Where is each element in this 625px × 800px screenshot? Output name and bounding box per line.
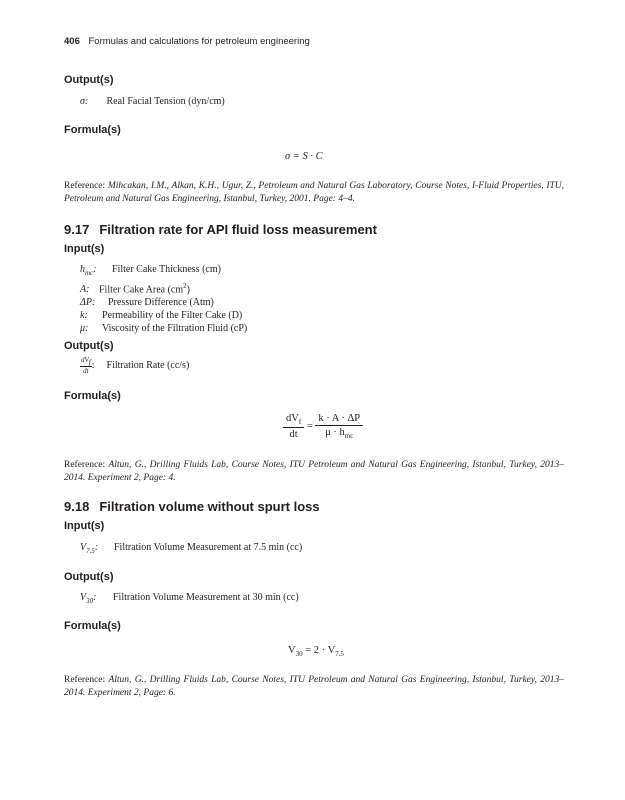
running-title: Formulas and calculations for petroleum engineering [88, 36, 310, 47]
output-row [80, 95, 225, 108]
reference-text: Mihcakan, I.M., Alkan, K.H., Ugur, Z., Petroleum and Natural Gas Laboratory, Course Notes, I-Fluid Properties, ITU, Petroleum and Natural Gas Engineering, Istanbul, Turkey, 2001. Page: 4–4. [64, 181, 565, 204]
reference-label: Reference: [64, 675, 106, 685]
running-header [64, 36, 310, 47]
formula-heading: Formula(s) [64, 390, 121, 402]
section-title: Filtration volume without spurt loss [99, 499, 320, 514]
output-description: Filtration Rate (cc/s) [106, 360, 190, 371]
input-heading: Input(s) [64, 520, 105, 532]
reference-text: Altun, G., Drilling Fluids Lab, Course Notes, ITU Petroleum and Natural Gas Engineering, Istanbul, Turkey, 2013–2014. Experiment 2, Page: 6. [64, 675, 565, 698]
reference-label: Reference: [64, 181, 106, 191]
output-fraction: $dV_f$ dt [81, 356, 91, 376]
reference-label: Reference: [64, 460, 106, 470]
formula-lhs: $\frac{dV_f}{dt}$ [283, 413, 304, 440]
reference [64, 459, 564, 485]
input-row: $h_{mc}$: Filter Cake Thickness (cm) [80, 264, 221, 277]
section-number: 9.18 [64, 499, 90, 514]
input-row: ΔP: Pressure Difference (Atm) [80, 297, 214, 309]
section-heading-9-18 [64, 499, 320, 514]
input-list [80, 263, 247, 335]
input-row: μ: Viscosity of the Filtration Fluid (cP) [80, 323, 248, 335]
page-number: 406 [64, 36, 80, 47]
formula-heading: Formula(s) [64, 124, 121, 136]
output-row: $V_{30}$: Filtration Volume Measurement at 30 min (cc) [80, 592, 299, 605]
input-row: A: Filter Cake Area $(cm^2)$ [80, 282, 190, 296]
output-symbol: σ: [80, 96, 89, 107]
formula-rhs: $\frac{k \cdot A \cdot \Delta P}{\mu \cdot h_{mc}}$ [315, 413, 363, 440]
section-title: Filtration rate for API fluid loss measurement [99, 222, 377, 237]
reference [64, 674, 564, 700]
input-row: $V_{7.5}$: Filtration Volume Measurement at 7.5 min (cc) [80, 542, 303, 555]
input-row: k: Permeability of the Filter Cake (D) [80, 310, 243, 322]
reference [64, 180, 564, 206]
output-heading: Output(s) [64, 571, 114, 583]
output-description: Real Facial Tension (dyn/cm) [106, 96, 225, 107]
input-heading: Input(s) [64, 243, 105, 255]
formula-filtration-rate: $\frac{dV_f}{dt}$ = $\frac{k \cdot A \cdot \Delta P}{\mu \cdot h_{mc}}$ [283, 413, 363, 440]
section-number: 9.17 [64, 222, 90, 237]
formula-heading: Formula(s) [64, 620, 121, 632]
formula-sigma: σ = S · C [285, 151, 323, 162]
formula-filtration-volume: $V_{30} = 2 \cdot V_{7.5}$ [288, 645, 344, 659]
section-heading-9-17 [64, 222, 377, 237]
output-heading: Output(s) [64, 74, 114, 86]
reference-text: Altun, G., Drilling Fluids Lab, Course Notes, ITU Petroleum and Natural Gas Engineering, Istanbul, Turkey, 2013–2014. Experiment 2, Page: 4. [64, 460, 565, 483]
output-row: $dV_f$ dt : Filtration Rate (cc/s) [81, 356, 190, 376]
output-heading: Output(s) [64, 340, 114, 352]
